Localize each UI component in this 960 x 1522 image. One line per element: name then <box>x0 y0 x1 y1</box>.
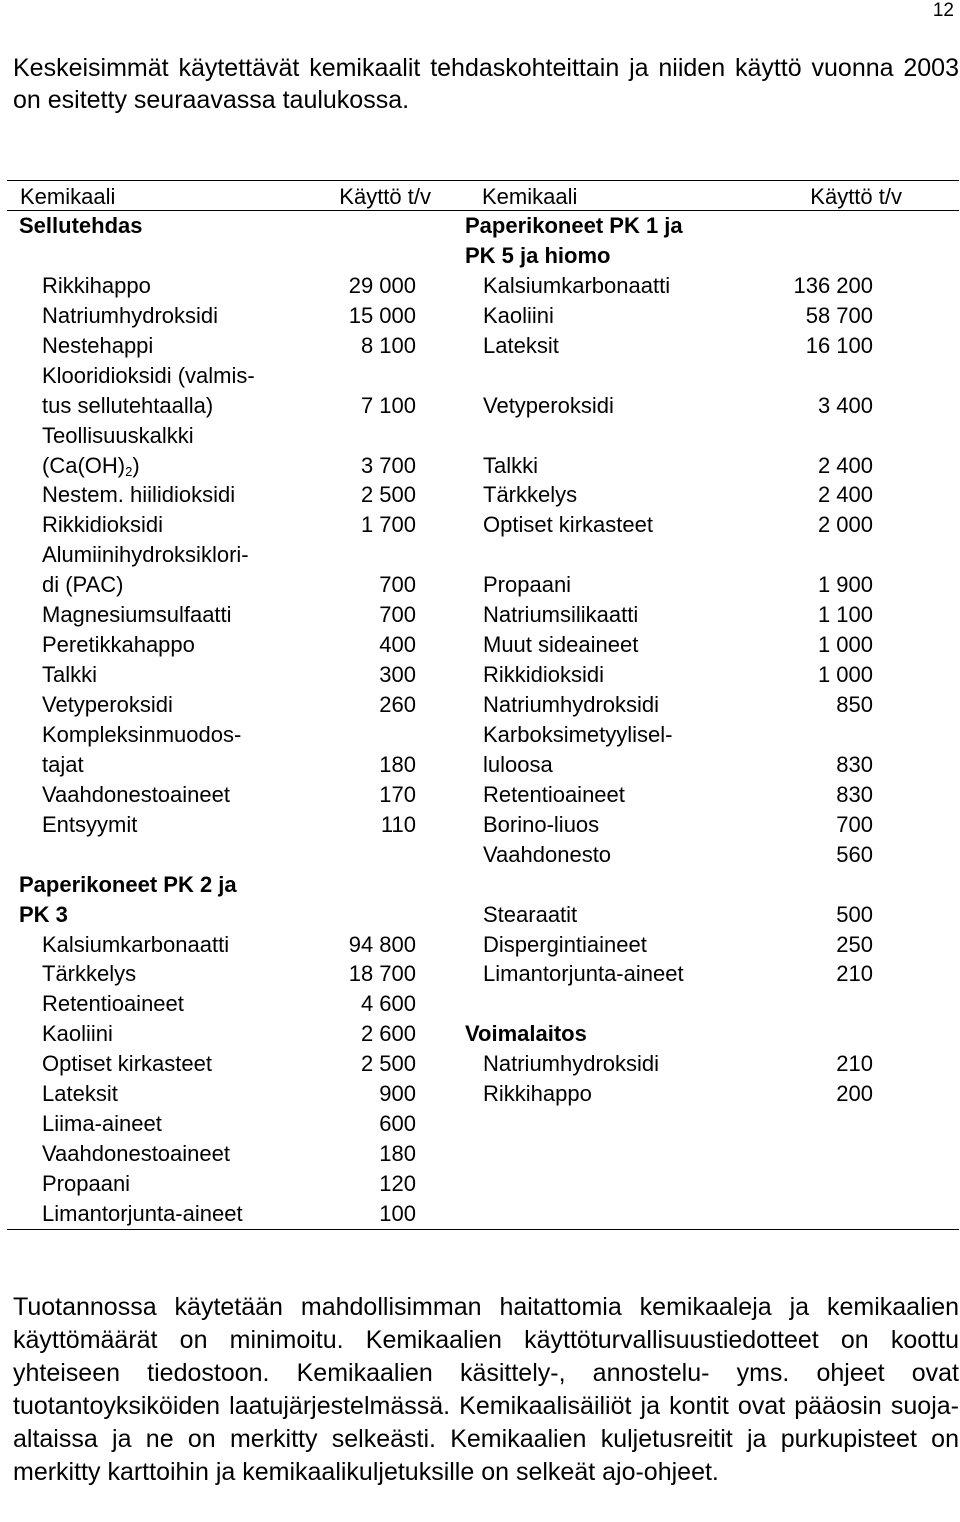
left-chemical-name-text: (Ca(OH) <box>42 452 126 478</box>
right-chemical-name: Natriumhydroksidi <box>483 1051 660 1077</box>
right-usage-value: 500 <box>836 901 873 927</box>
left-usage-value: 400 <box>379 632 416 658</box>
left-usage-value: 170 <box>379 781 416 807</box>
right-usage-value: 830 <box>836 751 873 777</box>
left-chemical-name: Teollisuuskalkki <box>42 422 194 448</box>
table-row <box>7 780 959 810</box>
right-chemical-name: Optiset kirkasteet <box>483 512 653 538</box>
header-left-chemical: Kemikaali <box>20 184 116 209</box>
left-usage-value: 2 600 <box>360 1021 416 1047</box>
closing-paragraph: Tuotannossa käytetään mahdollisimman haitattomia kemikaaleja ja kemikaalien käyttömäärät on minimoitu. Kemikaalien käyttöturvallisuustiedotteet on koottu yhteiseen tiedostoon. Kemikaalien käsittely-, annostelu- yms. ohjeet ovat tuotantoyksiköiden laatujärjestelmässä. Kemikaalisäiliöt ja kontit ovat pääosin suoja-altaissa ja ne on merkitty selkeästi. Kemikaalien kuljetusreitit ja purkupisteet on merkitty karttoihin ja kemikaalikuljetuksille on selkeät ajo-ohjeet. <box>13 1293 959 1486</box>
left-chemical-name: Entsyymit <box>42 811 138 837</box>
left-chemical-name: Rikkihappo <box>42 272 151 298</box>
left-usage-value: 120 <box>379 1171 416 1196</box>
left-usage-value: 180 <box>379 1141 416 1167</box>
left-chemical-name: Rikkidioksidi <box>42 512 164 538</box>
left-chemical-name: di (PAC) <box>42 572 124 598</box>
table-row <box>7 241 959 271</box>
left-chemical-name: Natriumhydroksidi <box>42 302 219 328</box>
right-chemical-name: Retentioaineet <box>483 781 625 807</box>
table-row <box>7 750 959 780</box>
left-chemical-subscript: 2 <box>125 463 133 479</box>
right-usage-value: 1 900 <box>817 572 873 598</box>
right-chemical-name: Kalsiumkarbonaatti <box>483 272 671 298</box>
table-header-row <box>7 181 959 211</box>
right-usage-value: 210 <box>836 1051 873 1077</box>
right-chemical-name: Lateksit <box>483 332 559 358</box>
left-usage-value: 2 500 <box>360 482 416 508</box>
section-heading: PK 3 <box>19 901 68 927</box>
section-heading: Paperikoneet PK 2 ja <box>19 871 237 897</box>
table-row <box>7 989 959 1019</box>
left-usage-value: 700 <box>379 602 416 628</box>
left-chemical-name: Alumiinihydroksiklori- <box>42 542 249 568</box>
table-row <box>7 271 959 301</box>
table-row <box>7 810 959 840</box>
right-chemical-name: Stearaatit <box>483 901 578 927</box>
right-usage-value: 136 200 <box>793 272 873 298</box>
table-row <box>7 1109 959 1139</box>
left-chemical-name: Vaahdonestoaineet <box>42 1141 230 1167</box>
table-row <box>7 421 959 451</box>
left-chemical-name <box>42 451 140 481</box>
section-heading: Sellutehdas <box>19 213 143 238</box>
right-chemical-name: Dispergintiaineet <box>483 931 647 957</box>
right-chemical-name: Vaahdonesto <box>483 841 612 867</box>
left-chemical-name: Klooridioksidi (valmis- <box>42 362 255 388</box>
left-chemical-name: Vaahdonestoaineet <box>42 781 230 807</box>
right-usage-value: 250 <box>836 931 873 957</box>
left-chemical-name: Nestem. hiilidioksidi <box>42 482 236 508</box>
table-row <box>7 301 959 331</box>
right-usage-value: 560 <box>836 841 873 867</box>
left-usage-value: 18 700 <box>348 961 416 987</box>
right-usage-value: 58 700 <box>805 302 873 328</box>
table-row <box>7 211 959 241</box>
right-usage-value: 1 000 <box>817 662 873 688</box>
left-usage-value: 4 600 <box>360 991 416 1017</box>
left-chemical-name: Liima-aineet <box>42 1111 162 1137</box>
header-right-usage: Käyttö t/v <box>810 184 902 209</box>
left-usage-value: 600 <box>379 1111 416 1137</box>
left-usage-value: 15 000 <box>348 302 416 328</box>
right-usage-value: 2 000 <box>817 512 873 538</box>
right-chemical-name: Kaoliini <box>483 302 554 328</box>
right-chemical-name: Natriumsilikaatti <box>483 602 639 628</box>
left-usage-value: 29 000 <box>348 272 416 298</box>
left-chemical-name: Vetyperoksidi <box>42 692 173 717</box>
left-usage-value: 7 100 <box>360 392 416 418</box>
right-chemical-name: Rikkihappo <box>483 1081 592 1107</box>
right-chemical-name: Muut sideaineet <box>483 632 639 658</box>
table-row <box>7 391 959 421</box>
right-chemical-name: Borino-liuos <box>483 811 600 837</box>
table-row <box>7 660 959 690</box>
right-chemical-name: Talkki <box>483 452 539 478</box>
right-usage-value: 850 <box>836 692 873 717</box>
left-chemical-name: Optiset kirkasteet <box>42 1051 212 1077</box>
right-chemical-name: Limantorjunta-aineet <box>483 961 684 987</box>
right-chemical-name: Propaani <box>483 572 572 598</box>
table-row <box>7 600 959 630</box>
table-row <box>7 930 959 960</box>
right-chemical-name: Tärkkelys <box>483 482 578 508</box>
table-row <box>7 690 959 720</box>
table-row <box>7 540 959 570</box>
header-right-chemical: Kemikaali <box>482 184 578 209</box>
left-chemical-name: tus sellutehtaalla) <box>42 392 214 418</box>
table-row <box>7 1139 959 1169</box>
right-usage-value: 16 100 <box>805 332 873 358</box>
right-usage-value: 3 400 <box>817 392 873 418</box>
left-usage-value: 900 <box>379 1081 416 1107</box>
left-usage-value: 300 <box>379 662 416 688</box>
right-chemical-name: Rikkidioksidi <box>483 662 605 688</box>
right-chemical-name: Natriumhydroksidi <box>483 692 660 717</box>
left-chemical-name: Limantorjunta-aineet <box>42 1200 243 1226</box>
table-row <box>7 331 959 361</box>
left-usage-value: 180 <box>379 751 416 777</box>
chemical-usage-table <box>7 180 959 1230</box>
right-chemical-name: Vetyperoksidi <box>483 392 614 418</box>
right-usage-value: 700 <box>836 811 873 837</box>
table-row <box>7 900 959 930</box>
left-chemical-name: Tärkkelys <box>42 961 137 987</box>
left-chemical-name: Retentioaineet <box>42 991 184 1017</box>
table-row <box>7 1079 959 1109</box>
left-chemical-name: Propaani <box>42 1171 131 1196</box>
left-usage-value: 3 700 <box>360 452 416 478</box>
table-row <box>7 1199 959 1229</box>
table-row <box>7 570 959 600</box>
left-usage-value: 94 800 <box>348 931 416 957</box>
right-usage-value: 1 100 <box>817 602 873 628</box>
table-row <box>7 959 959 989</box>
table-row <box>7 1049 959 1079</box>
left-usage-value: 8 100 <box>360 332 416 358</box>
left-usage-value: 1 700 <box>360 512 416 538</box>
left-chemical-name: Talkki <box>42 662 98 688</box>
table-row <box>7 361 959 391</box>
left-usage-value: 100 <box>379 1200 416 1226</box>
left-chemical-name: Peretikkahappo <box>42 632 195 658</box>
section-heading: Paperikoneet PK 1 ja <box>465 213 683 238</box>
intro-paragraph: Keskeisimmät käytettävät kemikaalit tehdaskohteittain ja niiden käyttö vuonna 2003 on esitetty seuraavassa taulukossa. <box>13 54 959 114</box>
left-usage-value: 110 <box>380 811 416 837</box>
table-row <box>7 451 959 481</box>
left-usage-value: 260 <box>379 692 416 717</box>
left-chemical-name: Magnesiumsulfaatti <box>42 602 232 628</box>
table-body <box>7 211 959 1229</box>
right-usage-value: 830 <box>836 781 873 807</box>
left-usage-value: 700 <box>379 572 416 598</box>
right-usage-value: 200 <box>836 1081 873 1107</box>
table-row <box>7 510 959 540</box>
left-chemical-name: Kaoliini <box>42 1021 113 1047</box>
table-row <box>7 1169 959 1199</box>
page-number: 12 <box>932 0 954 21</box>
left-chemical-name: Kompleksinmuodos- <box>42 721 242 747</box>
left-chemical-name: Kalsiumkarbonaatti <box>42 931 230 957</box>
header-left-usage: Käyttö t/v <box>339 184 431 209</box>
table-row <box>7 630 959 660</box>
left-chemical-name: tajat <box>42 751 84 777</box>
left-chemical-name: Lateksit <box>42 1081 118 1107</box>
right-chemical-name: luloosa <box>483 751 553 777</box>
left-chemical-name: Nestehappi <box>42 332 154 358</box>
table-row <box>7 480 959 510</box>
section-heading: Voimalaitos <box>465 1021 587 1047</box>
table-row <box>7 840 959 870</box>
section-heading: PK 5 ja hiomo <box>465 242 611 268</box>
left-usage-value: 2 500 <box>360 1051 416 1077</box>
right-usage-value: 2 400 <box>817 452 873 478</box>
right-usage-value: 2 400 <box>817 482 873 508</box>
left-chemical-suffix: ) <box>132 452 140 478</box>
table-row <box>7 720 959 750</box>
table-row <box>7 870 959 900</box>
table-row <box>7 1019 959 1049</box>
right-usage-value: 210 <box>836 961 873 987</box>
right-chemical-name: Karboksimetyylisel- <box>483 721 673 747</box>
right-usage-value: 1 000 <box>817 632 873 658</box>
